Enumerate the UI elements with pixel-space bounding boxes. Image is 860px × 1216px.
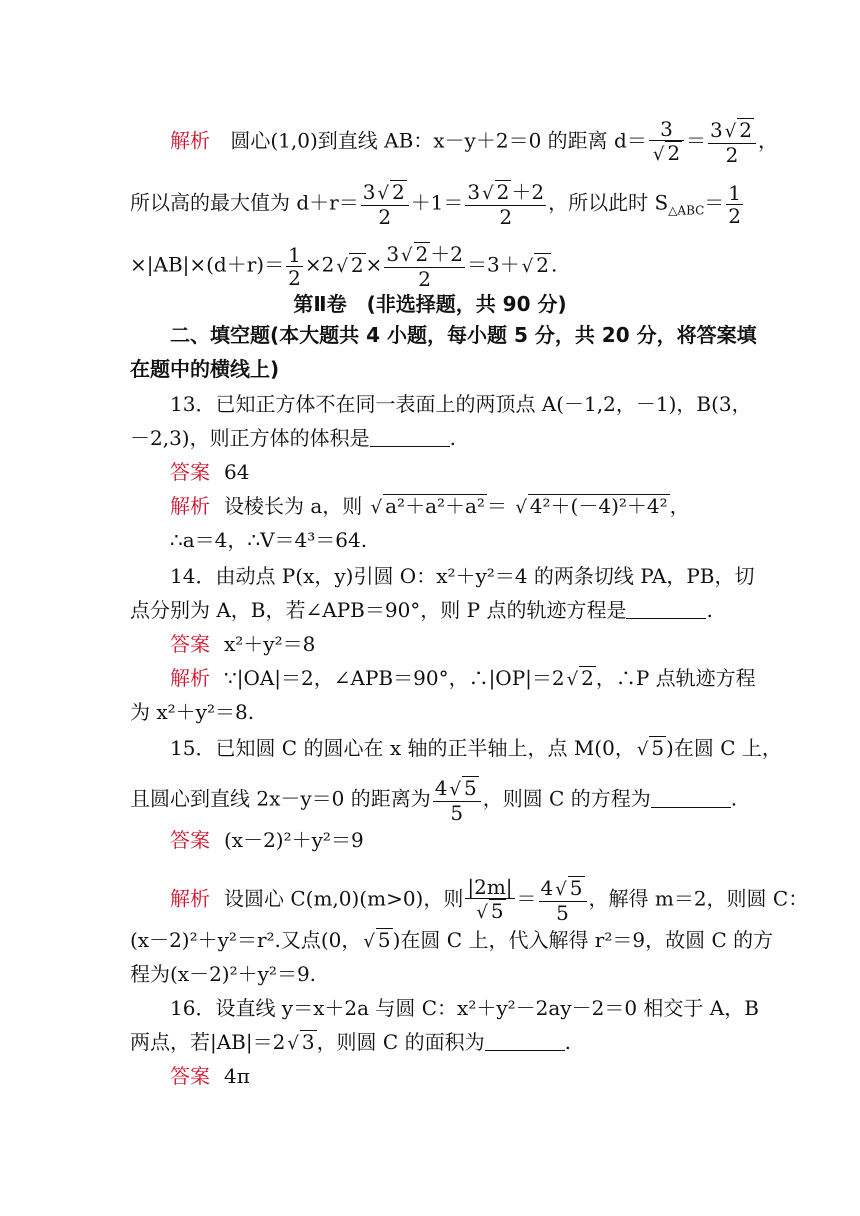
- section-heading-2: 在题中的横线上): [130, 357, 280, 381]
- fraction: $\frac{3 √ 2}{2}$: [708, 118, 756, 166]
- q13-text-2: －2,3)，则正方体的体积是 .: [130, 426, 456, 450]
- q12-analysis-line-3: ×|AB|×(d＋r)＝ $\frac{1}{2}$ ×2 √ 2 × $\frac{3 √ 2 +2}{2}$ ＝3＋ √ 2 .: [130, 242, 558, 291]
- q14-analysis-2: 为 x²＋y²＝8.: [130, 700, 255, 724]
- fraction: $\frac{1}{2}$: [288, 242, 301, 290]
- fraction: $\frac{|2m|}{√ 5}$: [467, 875, 513, 923]
- q14-answer: 答案 x²＋y²＝8: [170, 632, 316, 656]
- q14-text-2: 点分别为 A，B，若∠APB＝90°，则 P 点的轨迹方程是 .: [130, 598, 713, 622]
- answer-blank: [370, 428, 450, 447]
- q15-answer: 答案 (x－2)²＋y²＝9: [170, 828, 364, 852]
- fraction: $\frac{4 √ 5}{5}$: [433, 776, 481, 824]
- q12-analysis-line-1: 解析 圆心(1,0)到直线 AB：x－y＋2＝0 的距离 d＝ $\frac{3}{√ 2}$ ＝ $\frac{3 √ 2}{2}$ ，: [170, 117, 778, 167]
- q13-analysis-1: 解析 设棱长为 a，则 √ a²＋a²＋a² ＝ √ 4²＋(－4)²＋4² ，: [170, 494, 690, 518]
- q16-answer: 答案 4π: [170, 1064, 250, 1088]
- answer-blank: [651, 789, 731, 808]
- fraction: $\frac{3 √ 2}{2}$: [361, 180, 409, 228]
- q13-analysis-2: ∴a＝4，∴V＝4³＝64.: [170, 528, 368, 552]
- q16-text-2: 两点，若|AB|＝2 √ 3 ，则圆 C 的面积为 .: [130, 1030, 571, 1054]
- analysis-label: 解析: [170, 128, 210, 153]
- q13-text-1: 13．已知正方体不在同一表面上的两顶点 A(－1,2，－1)，B(3，: [170, 392, 752, 416]
- q12-analysis-line-2: 所以高的最大值为 d＋r＝ $\frac{3 √ 2}{2}$ ＋1＝ $\frac{3 √ 2 +2}{2}$ ，所以此时 $S_{\triangle ABC}=$ $\frac{1}{2}$: [130, 180, 742, 229]
- q15-analysis-1: 解析 设圆心 C(m,0)(m>0)，则 $\frac{|2m|}{√ 5}$ ＝ $\frac{4 √ 5}{5}$ ，解得 m＝2，则圆 C：: [170, 875, 809, 925]
- fraction: $\frac{3 √ 2 +2}{2}$: [386, 242, 463, 291]
- section-heading-1: 二、填空题(本大题共 4 小题，每小题 5 分，共 20 分，将答案填: [170, 323, 757, 347]
- q16-text-1: 16．设直线 y＝x＋2a 与圆 C：x²＋y²－2ay－2＝0 相交于 A，B: [170, 996, 759, 1020]
- q15-analysis-3: 程为(x－2)²＋y²＝9.: [130, 962, 317, 986]
- q14-analysis-1: 解析 ∵|OA|＝2，∠APB＝90°，∴|OP|＝2 √ 2 ，∴P 点轨迹方程: [170, 666, 756, 690]
- fraction: $\frac{3 √ 2 +2}{2}$: [467, 180, 545, 229]
- answer-blank: [626, 600, 706, 619]
- q13-answer: 答案 64: [170, 460, 250, 484]
- fraction: $\frac{3}{√ 2}$: [649, 118, 684, 166]
- q15-text-1: 15．已知圆 C 的圆心在 x 轴的正半轴上，点 M(0， √ 5 )在圆 C 上，: [170, 736, 782, 760]
- q15-analysis-2: (x－2)²＋y²＝r².又点(0， √ 5 )在圆 C 上，代入解得 r²＝9，故圆 C 的方: [130, 928, 774, 952]
- part-title: 第Ⅱ卷 (非选择题，共 90 分): [293, 292, 567, 316]
- fraction: $\frac{4 √ 5}{5}$: [539, 876, 587, 924]
- fraction: $\frac{1}{2}$: [728, 180, 742, 228]
- q14-text-1: 14．由动点 P(x，y)引圆 O：x²＋y²＝4 的两条切线 PA，PB，切: [170, 564, 755, 588]
- answer-blank: [485, 1032, 565, 1051]
- q15-text-2: 且圆心到直线 2x－y＝0 的距离为 $\frac{4 √ 5}{5}$ ，则圆 C 的方程为 .: [130, 776, 738, 825]
